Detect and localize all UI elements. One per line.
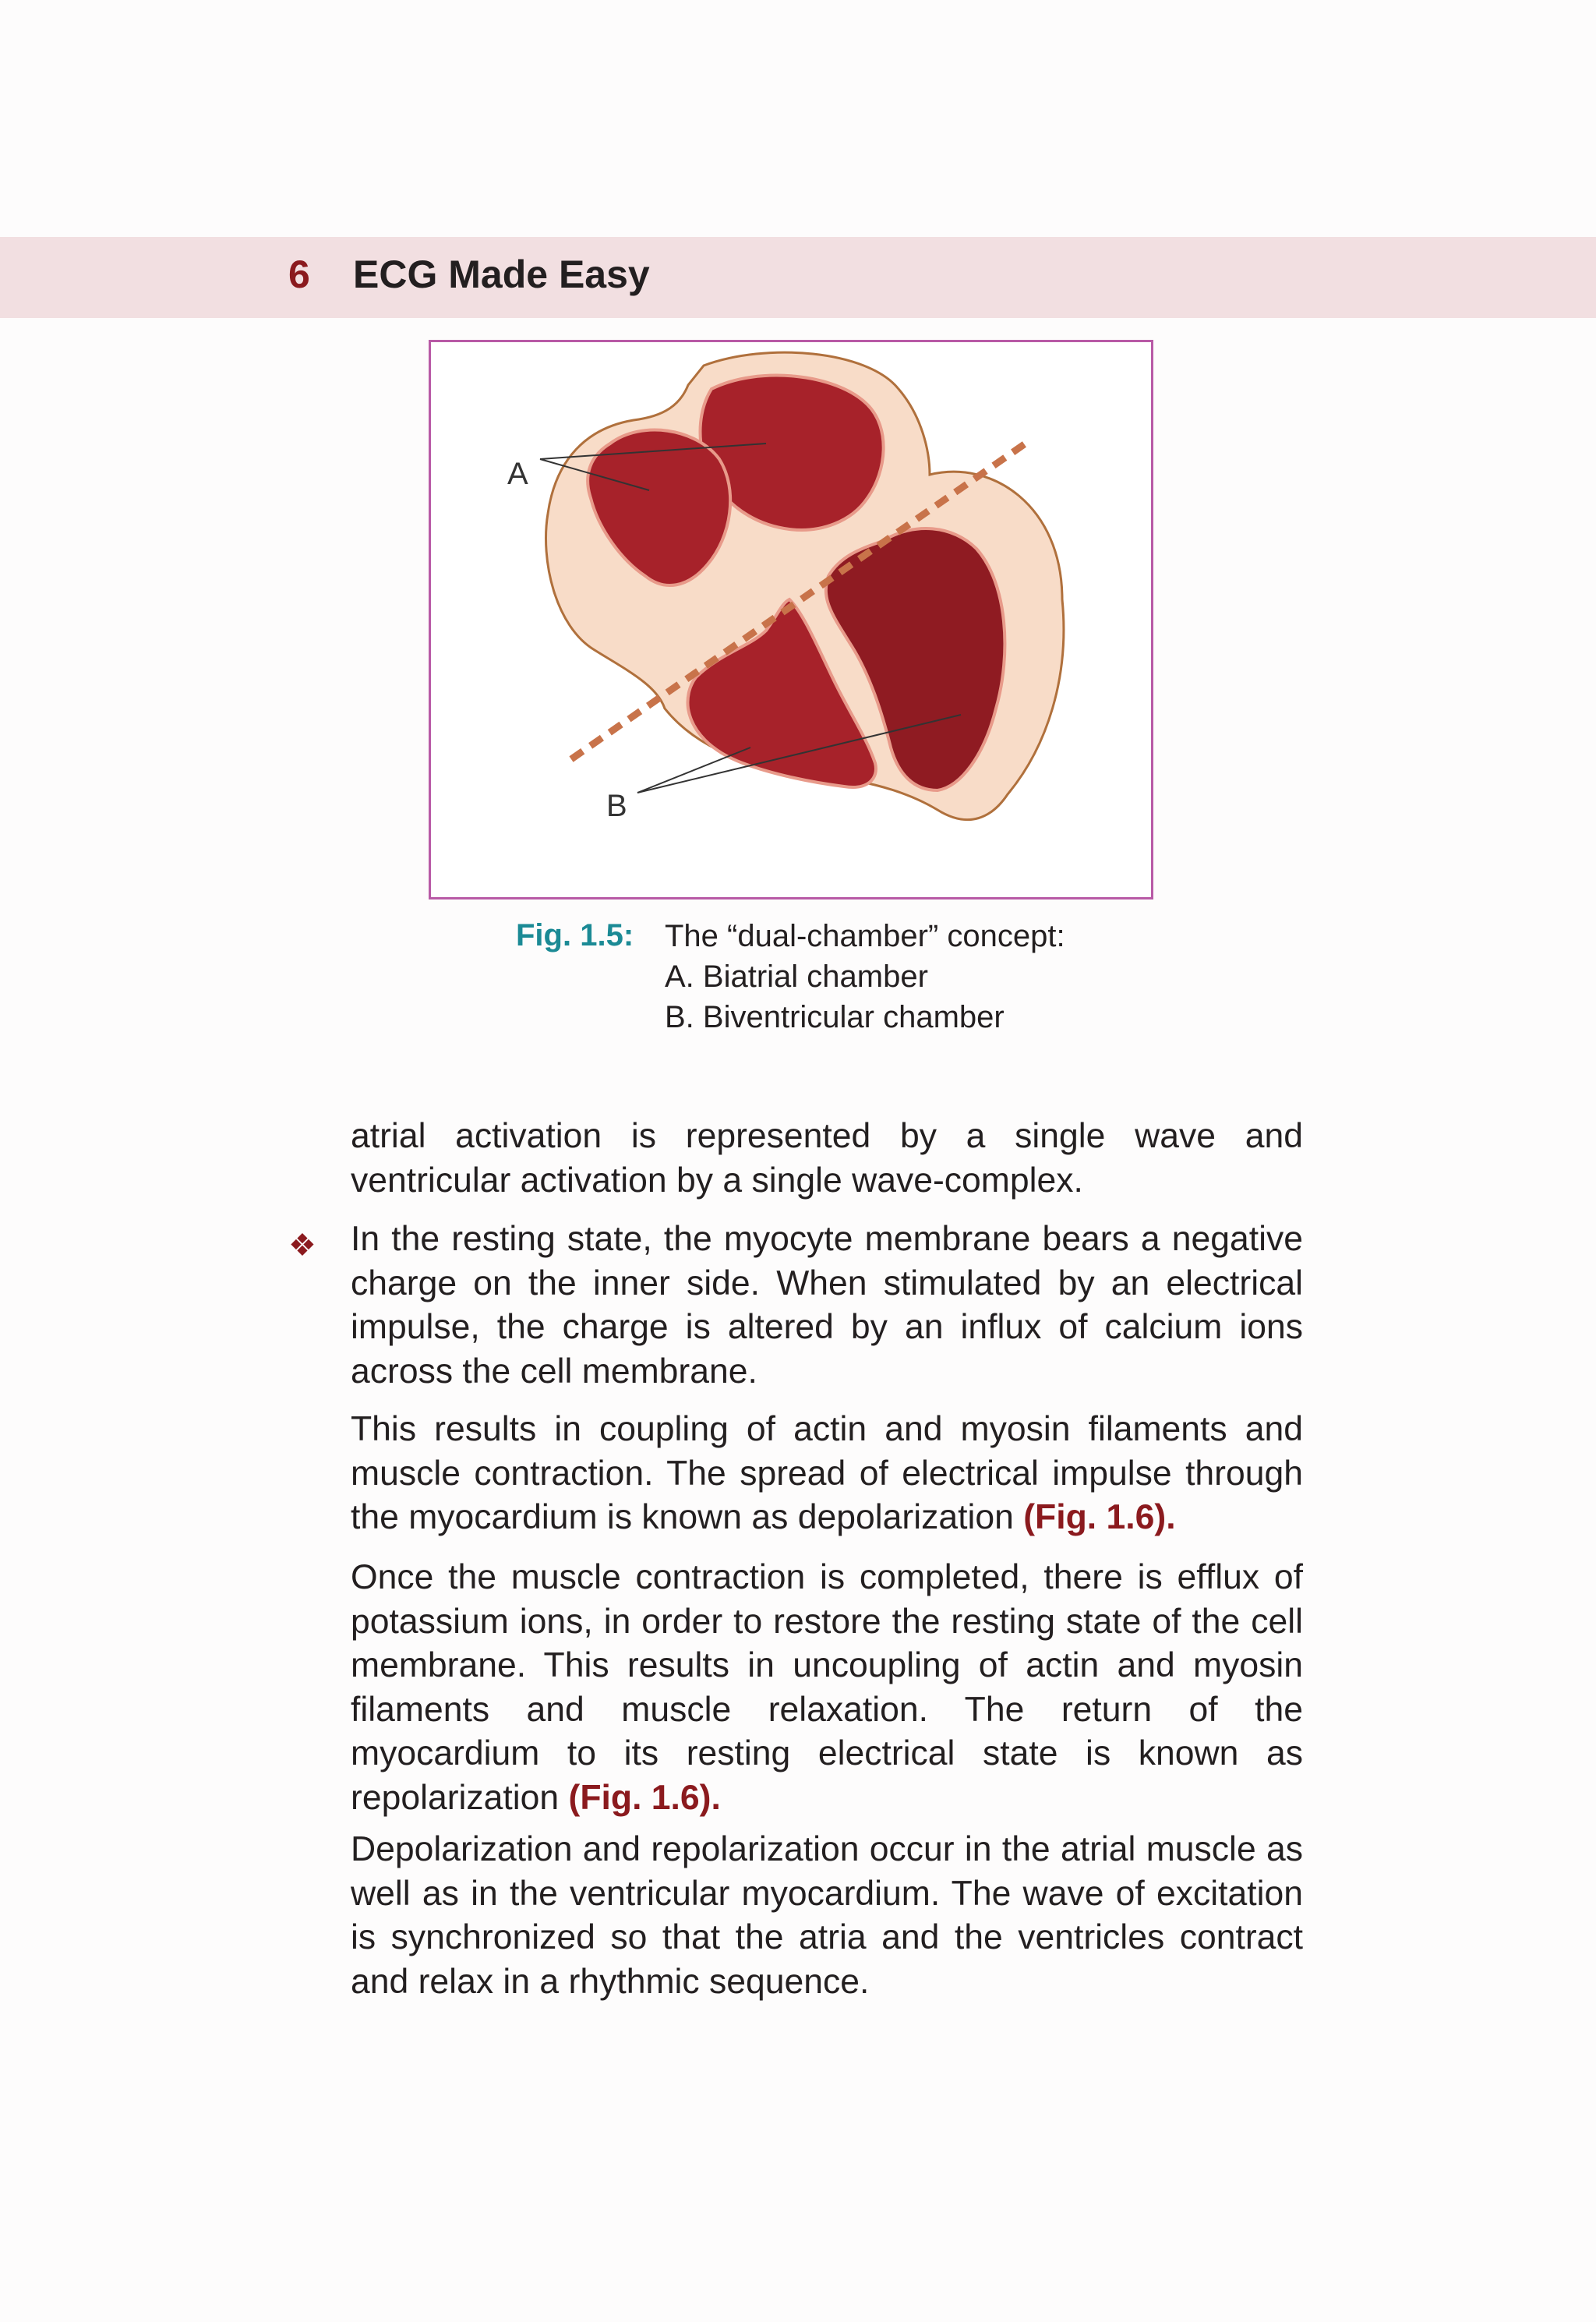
figure-frame	[429, 340, 1153, 899]
paragraph-atrial-activation: atrial activation is represented by a single wave and ventricular activation by a single wave-complex.	[351, 1117, 1303, 1200]
paragraph-repolarization-text: Once the muscle contraction is completed, there is efflux of potassium ions, in order to restore the resting state of the cell membrane. This results in uncoupling of actin and myosin filaments and muscle relaxation. The return of the myocardium to its resting electrical state is known as repolarization	[351, 1558, 1303, 1817]
page-number: 6	[288, 253, 310, 296]
paragraph-resting-state: In the resting state, the myocyte membrane bears a negative charge on the inner side. When stimulated by an electrical impulse, the charge is altered by an influx of calcium ions across the cell membrane.	[351, 1220, 1303, 1391]
label-b: B	[606, 789, 627, 823]
header-band	[0, 237, 1596, 318]
figure-reference: (Fig. 1.6).	[1023, 1498, 1176, 1536]
book-title: ECG Made Easy	[353, 253, 650, 296]
paragraph-coupling	[351, 1408, 1303, 1540]
figure-caption-label: Fig. 1.5:	[516, 918, 634, 952]
heart-diagram	[431, 342, 1151, 897]
paragraph-synchronization: Depolarization and repolarization occur in the atrial muscle as well as in the ventricular myocardium. The wave of excitation is synchronized so that the atria and the ventricles contract and relax in a rhythmic sequence.	[351, 1830, 1303, 2001]
label-a: A	[507, 457, 528, 491]
paragraph-repolarization	[351, 1556, 1303, 1820]
caption-item-b: B. Biventricular chamber	[665, 1000, 1005, 1034]
figure-caption	[665, 916, 1065, 1037]
caption-title: The “dual-chamber” concept:	[665, 919, 1065, 953]
figure-reference: (Fig. 1.6).	[568, 1778, 721, 1817]
bullet-icon: ❖	[288, 1228, 316, 1263]
paragraph-coupling-text: This results in coupling of actin and myosin filaments and muscle contraction. The spread of electrical impulse through the myocardium is known as depolarization	[351, 1410, 1303, 1536]
caption-item-a: A. Biatrial chamber	[665, 960, 928, 994]
